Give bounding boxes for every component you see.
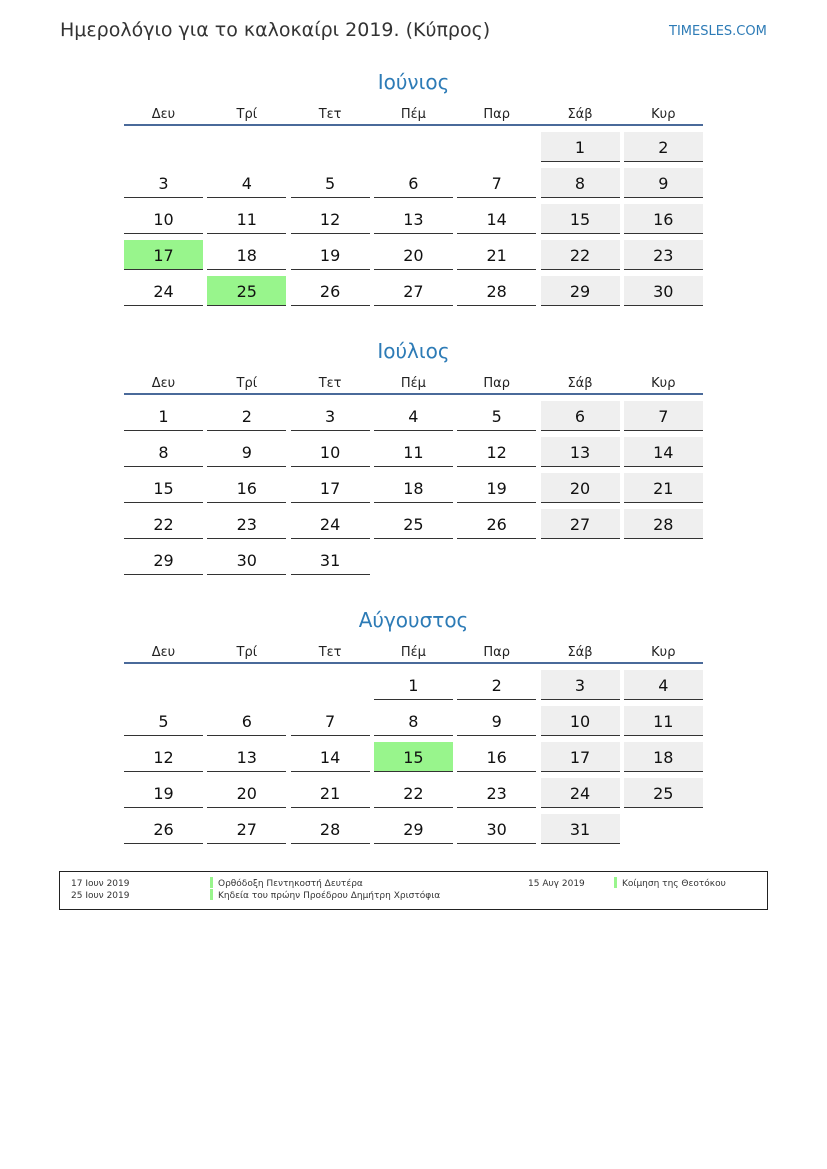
header-divider xyxy=(124,662,703,664)
day-cell: 10 xyxy=(124,204,203,234)
day-cell: 25 xyxy=(624,778,703,808)
weekday-label: Κυρ xyxy=(651,376,676,391)
legend-color-marker xyxy=(614,877,617,888)
day-cell: 3 xyxy=(541,670,620,700)
day-cell: 12 xyxy=(124,742,203,772)
day-cell: 2 xyxy=(624,132,703,162)
legend-color-marker xyxy=(210,877,213,888)
month-title: Ιούλιος xyxy=(377,339,450,363)
header-divider xyxy=(124,393,703,395)
weekday-label: Κυρ xyxy=(651,107,676,122)
weekday-label: Πέμ xyxy=(400,376,426,391)
day-cell: 16 xyxy=(207,473,286,503)
day-cell: 7 xyxy=(624,401,703,431)
day-cell: 4 xyxy=(374,401,453,431)
day-cell: 27 xyxy=(207,814,286,844)
day-cell: 26 xyxy=(291,276,370,306)
day-cell: 20 xyxy=(207,778,286,808)
weekday-label: Τετ xyxy=(318,376,342,391)
day-cell: 3 xyxy=(124,168,203,198)
weekday-label: Δευ xyxy=(151,376,176,391)
day-cell: 12 xyxy=(457,437,536,467)
legend-item xyxy=(210,878,363,890)
weekday-label: Δευ xyxy=(151,107,176,122)
day-cell: 19 xyxy=(457,473,536,503)
day-cell: 27 xyxy=(374,276,453,306)
month-calendar xyxy=(124,339,703,570)
day-cell: 7 xyxy=(291,706,370,736)
weekday-label: Τρί xyxy=(236,376,258,391)
legend-date: 15 Αυγ 2019 xyxy=(528,879,585,889)
day-cell: 13 xyxy=(541,437,620,467)
day-cell: 5 xyxy=(124,706,203,736)
weekday-header xyxy=(124,375,703,399)
day-cell: 30 xyxy=(624,276,703,306)
day-cell: 26 xyxy=(457,509,536,539)
legend-name: Κοίμηση της Θεοτόκου xyxy=(622,879,726,889)
day-cell: 14 xyxy=(457,204,536,234)
holiday-legend xyxy=(59,871,768,910)
day-cell: 7 xyxy=(457,168,536,198)
month-calendar xyxy=(124,608,703,839)
day-cell: 29 xyxy=(374,814,453,844)
weekday-label: Τετ xyxy=(318,107,342,122)
day-cell: 31 xyxy=(541,814,620,844)
day-cell: 15 xyxy=(124,473,203,503)
day-cell: 28 xyxy=(457,276,536,306)
day-cell: 2 xyxy=(457,670,536,700)
weekday-label: Τρί xyxy=(236,107,258,122)
day-cell: 30 xyxy=(457,814,536,844)
day-cell: 11 xyxy=(624,706,703,736)
weekday-label: Τετ xyxy=(318,645,342,660)
month-calendar xyxy=(124,70,703,301)
header-divider xyxy=(124,124,703,126)
day-cell: 3 xyxy=(291,401,370,431)
day-cell: 22 xyxy=(124,509,203,539)
day-cell: 6 xyxy=(207,706,286,736)
day-cell: 20 xyxy=(374,240,453,270)
day-cell: 1 xyxy=(541,132,620,162)
day-cell: 21 xyxy=(457,240,536,270)
holiday-day-cell: 15 xyxy=(374,742,453,772)
day-cell: 24 xyxy=(541,778,620,808)
day-cell: 23 xyxy=(457,778,536,808)
day-cell: 13 xyxy=(374,204,453,234)
day-cell: 24 xyxy=(124,276,203,306)
day-cell: 19 xyxy=(124,778,203,808)
weekday-label: Παρ xyxy=(483,645,510,660)
day-cell: 4 xyxy=(207,168,286,198)
day-cell: 30 xyxy=(207,545,286,575)
day-cell: 28 xyxy=(291,814,370,844)
weekday-header xyxy=(124,644,703,668)
weekday-label: Δευ xyxy=(151,645,176,660)
day-cell: 22 xyxy=(374,778,453,808)
day-cell: 19 xyxy=(291,240,370,270)
day-cell: 10 xyxy=(291,437,370,467)
holiday-day-cell: 25 xyxy=(207,276,286,306)
day-cell: 22 xyxy=(541,240,620,270)
weekday-label: Σάβ xyxy=(567,645,593,660)
month-title: Αύγουστος xyxy=(358,608,469,632)
day-cell: 9 xyxy=(624,168,703,198)
legend-item xyxy=(614,878,726,890)
day-cell: 8 xyxy=(541,168,620,198)
day-cell: 29 xyxy=(124,545,203,575)
legend-name: Ορθόδοξη Πεντηκοστή Δευτέρα xyxy=(218,879,363,889)
day-cell: 6 xyxy=(541,401,620,431)
holiday-day-cell: 17 xyxy=(124,240,203,270)
day-cell: 6 xyxy=(374,168,453,198)
weekday-label: Παρ xyxy=(483,376,510,391)
page-title: Ημερολόγιο για το καλοκαίρι 2019. (Κύπρος) xyxy=(60,19,491,41)
day-cell: 4 xyxy=(624,670,703,700)
legend-date: 17 Ιουν 2019 xyxy=(71,879,130,889)
day-cell: 5 xyxy=(291,168,370,198)
day-cell: 11 xyxy=(207,204,286,234)
day-cell: 9 xyxy=(207,437,286,467)
day-cell: 23 xyxy=(207,509,286,539)
month-title: Ιούνιος xyxy=(377,70,450,94)
weekday-label: Κυρ xyxy=(651,645,676,660)
day-cell: 13 xyxy=(207,742,286,772)
day-cell: 12 xyxy=(291,204,370,234)
day-cell: 18 xyxy=(207,240,286,270)
day-cell: 11 xyxy=(374,437,453,467)
day-cell: 8 xyxy=(374,706,453,736)
day-cell: 28 xyxy=(624,509,703,539)
day-cell: 17 xyxy=(291,473,370,503)
day-cell: 20 xyxy=(541,473,620,503)
day-cell: 31 xyxy=(291,545,370,575)
day-cell: 26 xyxy=(124,814,203,844)
site-link[interactable]: TIMESLES.COM xyxy=(669,24,767,39)
day-cell: 21 xyxy=(624,473,703,503)
day-cell: 1 xyxy=(124,401,203,431)
day-cell: 1 xyxy=(374,670,453,700)
day-cell: 21 xyxy=(291,778,370,808)
weekday-label: Σάβ xyxy=(567,376,593,391)
day-cell: 27 xyxy=(541,509,620,539)
day-cell: 16 xyxy=(624,204,703,234)
day-cell: 18 xyxy=(624,742,703,772)
day-cell: 23 xyxy=(624,240,703,270)
weekday-label: Πέμ xyxy=(400,107,426,122)
day-cell: 15 xyxy=(541,204,620,234)
weekday-label: Τρί xyxy=(236,645,258,660)
day-cell: 14 xyxy=(624,437,703,467)
day-cell: 14 xyxy=(291,742,370,772)
day-cell: 17 xyxy=(541,742,620,772)
day-cell: 29 xyxy=(541,276,620,306)
day-cell: 2 xyxy=(207,401,286,431)
weekday-header xyxy=(124,106,703,130)
legend-color-marker xyxy=(210,889,213,900)
weekday-label: Πέμ xyxy=(400,645,426,660)
weekday-label: Παρ xyxy=(483,107,510,122)
legend-item xyxy=(210,890,440,902)
day-cell: 10 xyxy=(541,706,620,736)
day-cell: 25 xyxy=(374,509,453,539)
day-cell: 16 xyxy=(457,742,536,772)
legend-date: 25 Ιουν 2019 xyxy=(71,891,130,901)
day-cell: 5 xyxy=(457,401,536,431)
legend-name: Κηδεία του πρώην Προέδρου Δημήτρη Χριστόφια xyxy=(218,891,441,901)
day-cell: 9 xyxy=(457,706,536,736)
day-cell: 24 xyxy=(291,509,370,539)
day-cell: 18 xyxy=(374,473,453,503)
weekday-label: Σάβ xyxy=(567,107,593,122)
day-cell: 8 xyxy=(124,437,203,467)
